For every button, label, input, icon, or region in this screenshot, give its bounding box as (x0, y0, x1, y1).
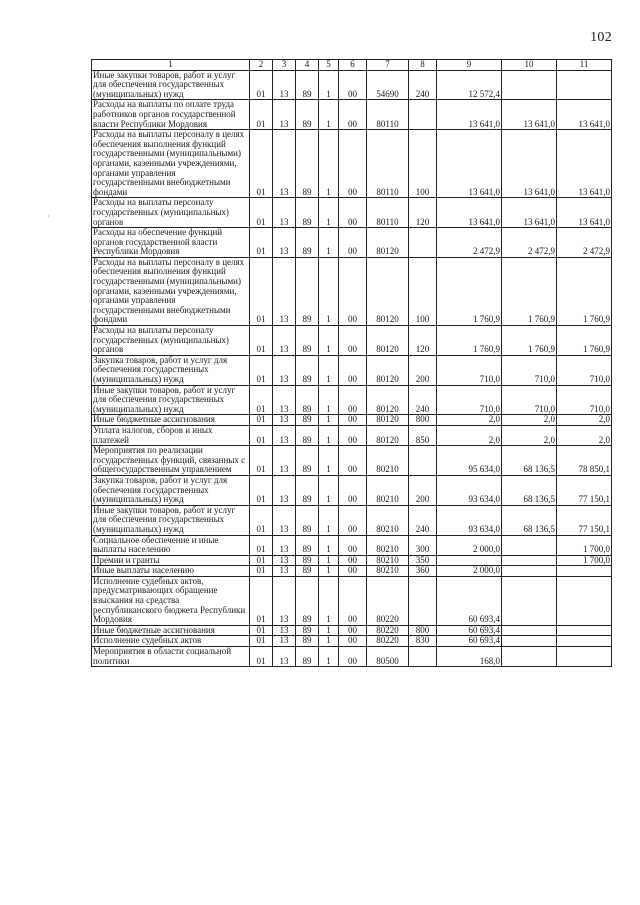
expense-code-cell: 80220 (367, 576, 409, 625)
direction-cell: 00 (339, 636, 367, 647)
amount-year1-cell: 1 760,9 (437, 326, 502, 356)
expense-code-cell: 80120 (367, 415, 409, 426)
row-name-cell: Расходы на обеспечение функций органов государственной власти Республики Мордовия (92, 228, 250, 258)
row-name-cell: Расходы на выплаты по оплате труда работников органов государственной власти Республики Мордовия (92, 100, 250, 130)
section-cell: 01 (250, 198, 273, 228)
amount-year1-cell: 2 472,9 (437, 228, 502, 258)
direction-cell: 00 (339, 475, 367, 505)
amount-year2-cell (502, 636, 557, 647)
amount-year3-cell: 1 700,0 (557, 555, 612, 566)
expense-code-cell: 80210 (367, 555, 409, 566)
row-name-cell: Исполнение судебных актов (92, 636, 250, 647)
table-header-row (92, 60, 612, 71)
section-cell: 01 (250, 100, 273, 130)
subsection-cell: 13 (273, 446, 296, 476)
section-cell: 01 (250, 566, 273, 577)
program-cell: 89 (296, 535, 319, 555)
subprogram-cell: 1 (319, 257, 339, 325)
table-row (92, 130, 612, 198)
table-row (92, 475, 612, 505)
expense-type-cell: 360 (409, 566, 437, 577)
subprogram-cell: 1 (319, 505, 339, 535)
row-name-cell: Расходы на выплаты персоналу государственных (муниципальных) органов (92, 198, 250, 228)
budget-table (91, 59, 612, 667)
subprogram-cell: 1 (319, 636, 339, 647)
section-cell: 01 (250, 228, 273, 258)
expense-code-cell: 80210 (367, 566, 409, 577)
subsection-cell: 13 (273, 647, 296, 667)
table-row (92, 355, 612, 385)
program-cell: 89 (296, 636, 319, 647)
subsection-cell: 13 (273, 535, 296, 555)
column-header: 11 (557, 60, 612, 71)
subprogram-cell: 1 (319, 385, 339, 415)
section-cell: 01 (250, 446, 273, 476)
section-cell: 01 (250, 647, 273, 667)
section-cell: 01 (250, 535, 273, 555)
direction-cell: 00 (339, 385, 367, 415)
amount-year3-cell: 710,0 (557, 385, 612, 415)
program-cell: 89 (296, 566, 319, 577)
expense-code-cell: 80220 (367, 636, 409, 647)
program-cell: 89 (296, 100, 319, 130)
subsection-cell: 13 (273, 415, 296, 426)
amount-year2-cell: 68 136,5 (502, 475, 557, 505)
expense-code-cell: 80210 (367, 535, 409, 555)
expense-type-cell: 800 (409, 625, 437, 636)
expense-type-cell: 100 (409, 130, 437, 198)
row-name-cell: Уплата налогов, сборов и иных платежей (92, 425, 250, 445)
table-row (92, 257, 612, 325)
subprogram-cell: 1 (319, 475, 339, 505)
expense-code-cell: 80210 (367, 505, 409, 535)
amount-year3-cell (557, 625, 612, 636)
column-header: 4 (296, 60, 319, 71)
amount-year3-cell: 78 850,1 (557, 446, 612, 476)
amount-year2-cell (502, 555, 557, 566)
program-cell: 89 (296, 198, 319, 228)
row-name-cell: Иные бюджетные ассигнования (92, 415, 250, 426)
expense-type-cell: 240 (409, 385, 437, 415)
section-cell: 01 (250, 70, 273, 100)
amount-year2-cell (502, 625, 557, 636)
subsection-cell: 13 (273, 385, 296, 415)
table-row (92, 647, 612, 667)
column-header: 6 (339, 60, 367, 71)
direction-cell: 00 (339, 535, 367, 555)
expense-type-cell: 830 (409, 636, 437, 647)
row-name-cell: Премии и гранты (92, 555, 250, 566)
subprogram-cell: 1 (319, 446, 339, 476)
program-cell: 89 (296, 505, 319, 535)
subsection-cell: 13 (273, 355, 296, 385)
amount-year3-cell: 77 150,1 (557, 505, 612, 535)
row-name-cell: Социальное обеспечение и иные выплаты населению (92, 535, 250, 555)
section-cell: 01 (250, 326, 273, 356)
expense-type-cell: 850 (409, 425, 437, 445)
program-cell: 89 (296, 625, 319, 636)
table-row (92, 625, 612, 636)
amount-year2-cell (502, 576, 557, 625)
amount-year3-cell (557, 636, 612, 647)
subprogram-cell: 1 (319, 70, 339, 100)
subprogram-cell: 1 (319, 326, 339, 356)
amount-year1-cell: 93 634,0 (437, 475, 502, 505)
amount-year1-cell: 2 000,0 (437, 566, 502, 577)
direction-cell: 00 (339, 415, 367, 426)
direction-cell: 00 (339, 257, 367, 325)
expense-type-cell (409, 446, 437, 476)
expense-code-cell: 80220 (367, 625, 409, 636)
subprogram-cell: 1 (319, 198, 339, 228)
subprogram-cell: 1 (319, 555, 339, 566)
row-name-cell: Иные бюджетные ассигнования (92, 625, 250, 636)
amount-year3-cell: 13 641,0 (557, 198, 612, 228)
amount-year2-cell: 1 760,9 (502, 326, 557, 356)
table-row (92, 636, 612, 647)
direction-cell: 00 (339, 326, 367, 356)
program-cell: 89 (296, 475, 319, 505)
subsection-cell: 13 (273, 576, 296, 625)
amount-year3-cell: 2,0 (557, 415, 612, 426)
subsection-cell: 13 (273, 228, 296, 258)
section-cell: 01 (250, 130, 273, 198)
table-row (92, 70, 612, 100)
program-cell: 89 (296, 425, 319, 445)
section-cell: 01 (250, 625, 273, 636)
expense-type-cell (409, 100, 437, 130)
direction-cell: 00 (339, 425, 367, 445)
subprogram-cell: 1 (319, 566, 339, 577)
amount-year1-cell: 2,0 (437, 425, 502, 445)
amount-year1-cell: 168,0 (437, 647, 502, 667)
amount-year2-cell: 710,0 (502, 355, 557, 385)
subsection-cell: 13 (273, 566, 296, 577)
row-name-cell: Мероприятия по реализации государственных функций, связанных с общегосударственным управлением (92, 446, 250, 476)
expense-code-cell: 80120 (367, 257, 409, 325)
table-row (92, 198, 612, 228)
amount-year3-cell: 710,0 (557, 355, 612, 385)
amount-year1-cell: 2,0 (437, 415, 502, 426)
subprogram-cell: 1 (319, 355, 339, 385)
direction-cell: 00 (339, 576, 367, 625)
direction-cell: 00 (339, 100, 367, 130)
subprogram-cell: 1 (319, 130, 339, 198)
amount-year3-cell (557, 576, 612, 625)
column-header: 3 (273, 60, 296, 71)
amount-year3-cell (557, 70, 612, 100)
program-cell: 89 (296, 555, 319, 566)
expense-type-cell: 350 (409, 555, 437, 566)
subprogram-cell: 1 (319, 625, 339, 636)
program-cell: 89 (296, 326, 319, 356)
expense-code-cell: 54690 (367, 70, 409, 100)
amount-year1-cell: 13 641,0 (437, 198, 502, 228)
expense-type-cell (409, 228, 437, 258)
table-row (92, 446, 612, 476)
expense-code-cell: 80120 (367, 425, 409, 445)
row-name-cell: Исполнение судебных актов, предусматривающих обращение взыскания на средства республиканского бюджета Республики Мордовия (92, 576, 250, 625)
section-cell: 01 (250, 555, 273, 566)
table-row (92, 228, 612, 258)
subsection-cell: 13 (273, 555, 296, 566)
table-row (92, 415, 612, 426)
amount-year2-cell: 68 136,5 (502, 505, 557, 535)
amount-year3-cell: 77 150,1 (557, 475, 612, 505)
direction-cell: 00 (339, 70, 367, 100)
amount-year1-cell: 710,0 (437, 355, 502, 385)
amount-year3-cell: 2,0 (557, 425, 612, 445)
column-header: 5 (319, 60, 339, 71)
program-cell: 89 (296, 415, 319, 426)
expense-type-cell: 240 (409, 70, 437, 100)
subsection-cell: 13 (273, 425, 296, 445)
amount-year3-cell (557, 647, 612, 667)
expense-type-cell: 120 (409, 198, 437, 228)
direction-cell: 00 (339, 130, 367, 198)
expense-type-cell (409, 576, 437, 625)
subsection-cell: 13 (273, 505, 296, 535)
subsection-cell: 13 (273, 130, 296, 198)
table-row (92, 576, 612, 625)
row-name-cell: Закупка товаров, работ и услуг для обеспечения государственных (муниципальных) нужд (92, 475, 250, 505)
expense-type-cell: 100 (409, 257, 437, 325)
row-name-cell: Иные закупки товаров, работ и услуг для обеспечения государственных (муниципальных) нужд (92, 70, 250, 100)
column-header: 10 (502, 60, 557, 71)
program-cell: 89 (296, 130, 319, 198)
subprogram-cell: 1 (319, 228, 339, 258)
amount-year2-cell: 2 472,9 (502, 228, 557, 258)
amount-year1-cell: 1 760,9 (437, 257, 502, 325)
direction-cell: 00 (339, 446, 367, 476)
amount-year3-cell: 13 641,0 (557, 100, 612, 130)
amount-year2-cell: 68 136,5 (502, 446, 557, 476)
section-cell: 01 (250, 505, 273, 535)
program-cell: 89 (296, 228, 319, 258)
table-row (92, 100, 612, 130)
amount-year3-cell: 1 760,9 (557, 257, 612, 325)
amount-year2-cell: 2,0 (502, 415, 557, 426)
subsection-cell: 13 (273, 198, 296, 228)
expense-code-cell: 80120 (367, 355, 409, 385)
section-cell: 01 (250, 385, 273, 415)
expense-type-cell: 200 (409, 475, 437, 505)
amount-year2-cell: 1 760,9 (502, 257, 557, 325)
subprogram-cell: 1 (319, 647, 339, 667)
program-cell: 89 (296, 576, 319, 625)
expense-code-cell: 80210 (367, 446, 409, 476)
table-row (92, 535, 612, 555)
amount-year2-cell: 2,0 (502, 425, 557, 445)
section-cell: 01 (250, 425, 273, 445)
program-cell: 89 (296, 355, 319, 385)
expense-code-cell: 80500 (367, 647, 409, 667)
amount-year2-cell (502, 70, 557, 100)
amount-year3-cell: 1 700,0 (557, 535, 612, 555)
amount-year3-cell: 13 641,0 (557, 130, 612, 198)
expense-code-cell: 80110 (367, 198, 409, 228)
column-header: 1 (92, 60, 250, 71)
expense-type-cell: 300 (409, 535, 437, 555)
amount-year2-cell (502, 566, 557, 577)
amount-year3-cell (557, 566, 612, 577)
section-cell: 01 (250, 415, 273, 426)
amount-year1-cell: 13 641,0 (437, 100, 502, 130)
expense-type-cell: 240 (409, 505, 437, 535)
amount-year2-cell (502, 535, 557, 555)
amount-year2-cell: 13 641,0 (502, 100, 557, 130)
table-row (92, 425, 612, 445)
program-cell: 89 (296, 385, 319, 415)
row-name-cell: Иные закупки товаров, работ и услуг для обеспечения государственных (муниципальных) нужд (92, 505, 250, 535)
amount-year2-cell: 13 641,0 (502, 198, 557, 228)
expense-code-cell: 80120 (367, 326, 409, 356)
section-cell: 01 (250, 355, 273, 385)
row-name-cell: Иные закупки товаров, работ и услуг для обеспечения государственных (муниципальных) нужд (92, 385, 250, 415)
table-row (92, 566, 612, 577)
program-cell: 89 (296, 70, 319, 100)
direction-cell: 00 (339, 566, 367, 577)
amount-year1-cell: 60 693,4 (437, 636, 502, 647)
row-name-cell: Закупка товаров, работ и услуг для обеспечения государственных (муниципальных) нужд (92, 355, 250, 385)
direction-cell: 00 (339, 555, 367, 566)
column-header: 2 (250, 60, 273, 71)
expense-type-cell (409, 647, 437, 667)
subprogram-cell: 1 (319, 576, 339, 625)
amount-year1-cell: 2 000,0 (437, 535, 502, 555)
amount-year1-cell (437, 555, 502, 566)
amount-year1-cell: 710,0 (437, 385, 502, 415)
subprogram-cell: 1 (319, 100, 339, 130)
column-header: 8 (409, 60, 437, 71)
subsection-cell: 13 (273, 257, 296, 325)
scan-artifact: · (47, 212, 50, 221)
subsection-cell: 13 (273, 636, 296, 647)
section-cell: 01 (250, 576, 273, 625)
expense-code-cell: 80210 (367, 475, 409, 505)
subsection-cell: 13 (273, 326, 296, 356)
column-header: 9 (437, 60, 502, 71)
row-name-cell: Расходы на выплаты персоналу в целях обеспечения выполнения функций государственными (муниципальными) органами, казенными учреждениями, органами управления государственными внебюджетными фондами (92, 130, 250, 198)
expense-code-cell: 80110 (367, 130, 409, 198)
subprogram-cell: 1 (319, 425, 339, 445)
page-number: 102 (590, 30, 612, 45)
table-body (92, 70, 612, 667)
table-row (92, 555, 612, 566)
amount-year1-cell: 12 572,4 (437, 70, 502, 100)
direction-cell: 00 (339, 625, 367, 636)
table-row (92, 385, 612, 415)
subsection-cell: 13 (273, 625, 296, 636)
table-row (92, 505, 612, 535)
amount-year1-cell: 95 634,0 (437, 446, 502, 476)
direction-cell: 00 (339, 198, 367, 228)
subprogram-cell: 1 (319, 415, 339, 426)
direction-cell: 00 (339, 355, 367, 385)
direction-cell: 00 (339, 647, 367, 667)
amount-year1-cell: 13 641,0 (437, 130, 502, 198)
column-header: 7 (367, 60, 409, 71)
amount-year2-cell (502, 647, 557, 667)
amount-year3-cell: 2 472,9 (557, 228, 612, 258)
expense-type-cell: 800 (409, 415, 437, 426)
table-row (92, 326, 612, 356)
row-name-cell: Иные выплаты населению (92, 566, 250, 577)
program-cell: 89 (296, 647, 319, 667)
direction-cell: 00 (339, 228, 367, 258)
row-name-cell: Мероприятия в области социальной политики (92, 647, 250, 667)
amount-year1-cell: 60 693,4 (437, 576, 502, 625)
row-name-cell: Расходы на выплаты персоналу в целях обеспечения выполнения функций государственными (муниципальными) органами, казенными учреждениями, органами управления государственными внебюджетными фондами (92, 257, 250, 325)
expense-code-cell: 80120 (367, 228, 409, 258)
section-cell: 01 (250, 475, 273, 505)
amount-year1-cell: 60 693,4 (437, 625, 502, 636)
program-cell: 89 (296, 446, 319, 476)
section-cell: 01 (250, 257, 273, 325)
amount-year2-cell: 13 641,0 (502, 130, 557, 198)
subsection-cell: 13 (273, 70, 296, 100)
expense-code-cell: 80110 (367, 100, 409, 130)
program-cell: 89 (296, 257, 319, 325)
subsection-cell: 13 (273, 475, 296, 505)
expense-code-cell: 80120 (367, 385, 409, 415)
section-cell: 01 (250, 636, 273, 647)
amount-year3-cell: 1 760,9 (557, 326, 612, 356)
row-name-cell: Расходы на выплаты персоналу государственных (муниципальных) органов (92, 326, 250, 356)
subprogram-cell: 1 (319, 535, 339, 555)
amount-year2-cell: 710,0 (502, 385, 557, 415)
direction-cell: 00 (339, 505, 367, 535)
expense-type-cell: 200 (409, 355, 437, 385)
subsection-cell: 13 (273, 100, 296, 130)
expense-type-cell: 120 (409, 326, 437, 356)
amount-year1-cell: 93 634,0 (437, 505, 502, 535)
